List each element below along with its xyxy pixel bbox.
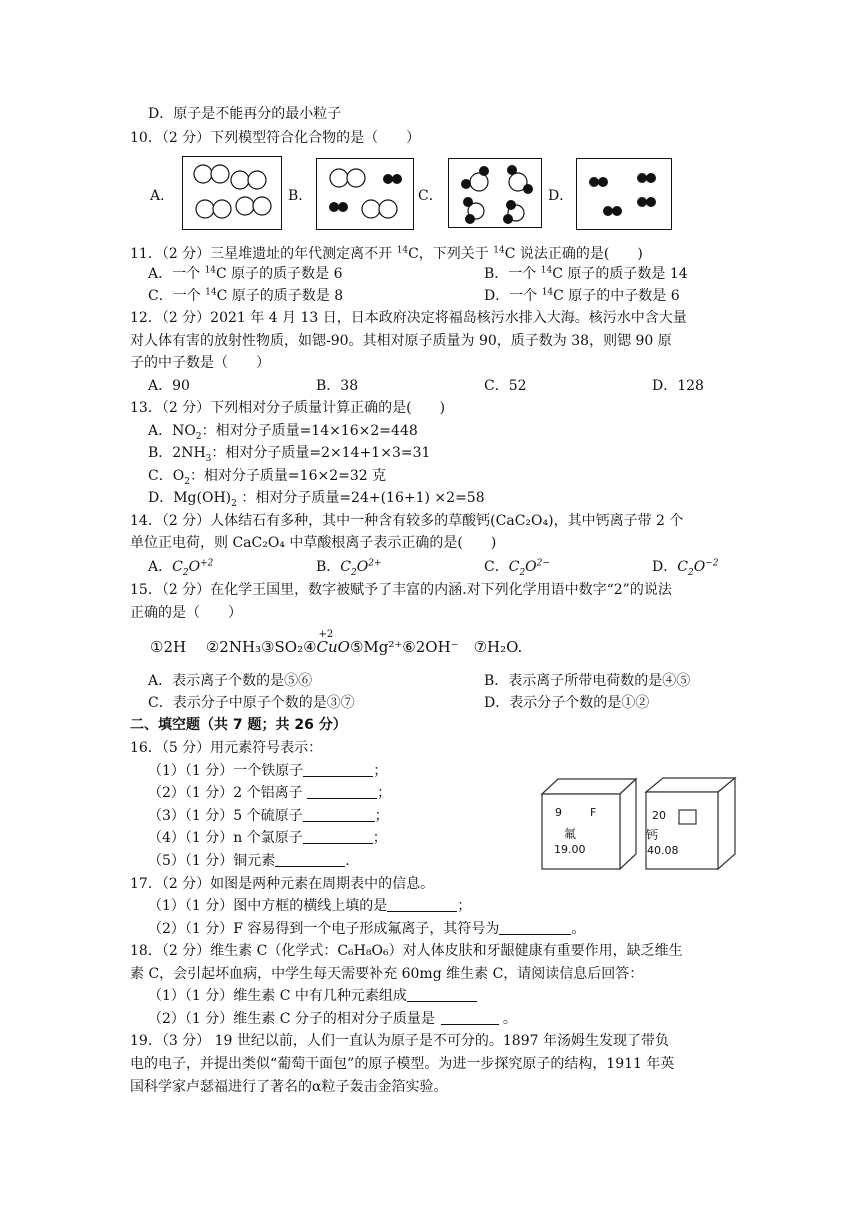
q10-model-a-diagram	[182, 156, 282, 230]
q17-item-2: （2）（1 分）F 容易得到一个电子形成氟离子，其符号为 。	[148, 921, 586, 937]
q12-line-3: 子的中子数是（ ）	[130, 355, 270, 371]
q17-stem: 17．（2 分）如图是两种元素在周期表中的信息。	[130, 876, 435, 892]
element-f-name: 氟	[564, 827, 577, 841]
q19-line-2: 电的电子，并提出类似“葡萄干面包”的原子模型。为进一步探究原子的结构，1911 年英	[130, 1056, 675, 1072]
q13-option-d: D．$Mg(OH)_2$ ：相对分子质量=24+(16+1) ×2=58	[148, 490, 485, 509]
q10-label-b: B．	[288, 188, 313, 204]
q14-option-a: A．$C_2O^{+2}$	[148, 558, 214, 578]
element-f-number: 9	[555, 806, 562, 819]
q15-line-2: 正确的是（ ）	[130, 605, 242, 621]
answer-blank[interactable]	[441, 1010, 499, 1025]
q18-item-1: （1）（1 分）维生素 C 中有几种元素组成	[148, 986, 477, 1006]
q12-option-b: B．38	[316, 378, 359, 394]
q16-stem: 16．（5 分）用元素符号表示：	[130, 740, 323, 756]
q14-option-d: D．$C_2O^{-2}$	[652, 558, 719, 578]
q14-line-1: 14．（2 分）人体结石有多种，其中一种含有较多的草酸钙(CaC₂O₄)，其中钙离子带 2 个	[130, 513, 684, 529]
q17-item-1: （1）（1 分）图中方框的横线上填的是 ；	[148, 898, 472, 914]
q12-option-a: A．90	[148, 378, 190, 394]
q15-option-b: B．表示离子所带电荷数的是④⑤	[484, 673, 691, 689]
element-ca-name: 钙	[646, 828, 659, 842]
answer-blank[interactable]	[303, 807, 375, 822]
q18-line-2: 素 C，会引起坏血病，中学生每天需要补充 60mg 维生素 C，请阅读信息后回答：	[130, 966, 644, 982]
answer-blank[interactable]	[307, 784, 377, 799]
q14-option-c: C．$C_2O^{2-}$	[484, 558, 550, 578]
q19-line-1: 19．（3 分） 19 世纪以前，人们一直认为原子是不可分的。1897 年汤姆生发现了带负	[130, 1033, 669, 1049]
element-ca-number: 20	[652, 809, 666, 822]
q16-item-4: （4）（1 分）n 个氯原子 ；	[148, 830, 387, 846]
q10-stem: 10．（2 分）下列模型符合化合物的是（ ）	[130, 130, 421, 146]
q18-line-1: 18．（2 分）维生素 C（化学式：C₆H₈O₆）对人体皮肤和牙龈健康有重要作用，缺乏维生	[130, 943, 683, 959]
q10-model-b-diagram	[316, 158, 414, 230]
q16-item-3: （3）（1 分）5 个硫原子 ；	[148, 808, 389, 824]
q15-line-1: 15．（2 分）在化学王国里，数字被赋予了丰富的内涵.对下列化学用语中数字“2”的说法	[130, 582, 672, 598]
section-heading: 二、填空题（共 7 题；共 26 分）	[130, 717, 347, 733]
q10-label-a: A．	[150, 188, 175, 204]
q12-option-c: C．52	[484, 378, 527, 394]
q16-item-5: （5）（1 分）铜元素 .	[148, 853, 350, 869]
q15-option-c: C．表示分子中原子个数的是③⑦	[148, 695, 355, 711]
q19-line-3: 国科学家卢瑟福进行了著名的α粒子轰击金箔实验。	[130, 1079, 448, 1095]
q13-stem: 13．（2 分）下列相对分子质量计算正确的是( )	[130, 400, 446, 416]
q13-option-b: B．$2NH_3$：相对分子质量=2×14+1×3=31	[148, 445, 431, 464]
q16-item-2: （2）（1 分）2 个铝离子 ；	[148, 785, 392, 801]
q14-line-2: 单位正电荷，则 CaC₂O₄ 中草酸根离子表示正确的是( )	[130, 535, 497, 551]
q11-stem: 11．（2 分）三星堆遗址的年代测定离不开 $^{14}$C，下列关于 $^{14}$C 说法正确的是( )	[130, 245, 643, 262]
q11-option-c: C．一个 $^{14}$C 原子的质子数是 8	[148, 287, 344, 304]
q18-item-2: （2）（1 分）维生素 C 分子的相对分子质量是 。	[148, 1011, 517, 1027]
q10-label-c: C．	[418, 188, 443, 204]
q12-line-2: 对人体有害的放射性物质，如锶-90。其相对原子质量为 90，质子数为 38，则锶 90 原	[130, 333, 672, 349]
answer-blank[interactable]	[303, 829, 373, 844]
q13-option-a: A．$NO_2$：相对分子质量=14×16×2=448	[148, 423, 418, 442]
element-cards-diagram	[532, 776, 742, 872]
element-symbol-blank-box	[679, 810, 696, 824]
answer-blank[interactable]	[275, 852, 345, 867]
q15-symbols: ①2H ②2NH₃③SO₂④ +2 CuO⑤Mg²⁺⑥2OH⁻ ⑦H₂O.	[150, 629, 523, 656]
q10-model-c-diagram	[448, 158, 542, 228]
answer-blank[interactable]	[303, 762, 373, 777]
element-ca-mass: 40.08	[647, 844, 679, 857]
q13-option-c: C．$O_2$：相对分子质量=16×2=32 克	[148, 468, 387, 487]
q16-item-1: （1）（1 分）一个铁原子 ；	[148, 763, 388, 779]
q11-option-a: A．一个 $^{14}$C 原子的质子数是 6	[148, 265, 343, 282]
answer-blank[interactable]	[499, 920, 571, 935]
element-f-mass: 19.00	[554, 843, 586, 856]
q12-line-1: 12．（2 分）2021 年 4 月 13 日，日本政府决定将福岛核污水排入大海。核污水中含大量	[130, 310, 687, 326]
q14-option-b: B．$C_2O^{2+}$	[316, 558, 382, 578]
answer-blank[interactable]	[387, 897, 457, 912]
q10-label-d: D．	[548, 188, 574, 204]
element-f-symbol: F	[590, 806, 597, 819]
q12-option-d: D．128	[652, 378, 704, 394]
q9-option-d: D．原子是不能再分的最小粒子	[148, 106, 342, 122]
q15-option-d: D．表示分子个数的是①②	[484, 695, 650, 711]
answer-blank[interactable]	[407, 987, 477, 1002]
q11-option-d: D．一个 $^{14}$C 原子的中子数是 6	[484, 287, 680, 304]
q10-model-d-diagram	[576, 158, 672, 230]
q15-option-a: A．表示离子个数的是⑤⑥	[148, 673, 313, 689]
q11-option-b: B．一个 $^{14}$C 原子的质子数是 14	[484, 265, 688, 282]
